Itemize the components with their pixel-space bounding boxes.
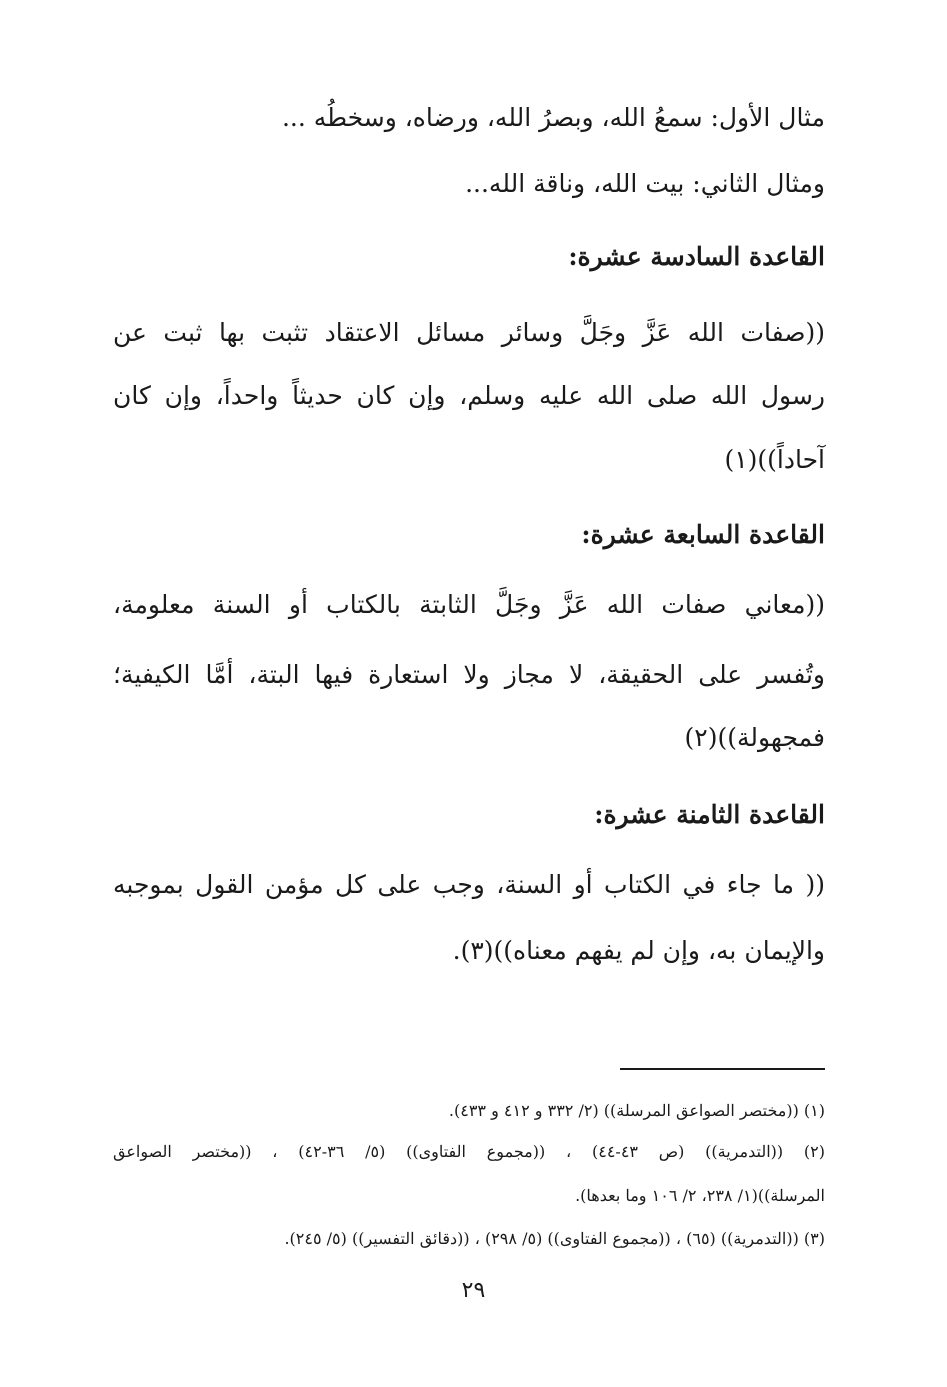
rule-18-heading: القاعدة الثامنة عشرة: bbox=[594, 800, 825, 829]
footnote-2-line-2: المرسلة))(١/ ٢٣٨، ٢/ ١٠٦ وما بعدها). bbox=[575, 1186, 825, 1205]
footnote-3: (٣) ((التدمرية)) (٦٥) ، ((مجموع الفتاوى)) (٥/ ٢٩٨) ، ((دقائق التفسير)) (٥/ ٢٤٥). bbox=[284, 1229, 825, 1248]
rule-16-text-line-3: آحاداً))(١) bbox=[724, 445, 825, 474]
rule-16-heading: القاعدة السادسة عشرة: bbox=[568, 242, 825, 271]
rule-16-text-line-1: ((صفات الله عَزَّ وجَلَّ وسائر مسائل الاعتقاد تثبت بها ثبت عن bbox=[113, 318, 825, 347]
footnote-divider bbox=[620, 1068, 825, 1070]
rule-18-text-line-1: (( ما جاء في الكتاب أو السنة، وجب على كل مؤمن القول بموجبه bbox=[113, 870, 825, 899]
rule-17-text-line-1: ((معاني صفات الله عَزَّ وجَلَّ الثابتة بالكتاب أو السنة معلومة، bbox=[113, 590, 825, 619]
rule-18-text-line-2: والإيمان به، وإن لم يفهم معناه))(٣). bbox=[452, 936, 825, 965]
rule-17-heading: القاعدة السابعة عشرة: bbox=[581, 520, 825, 549]
footnote-2-line-1: (٢) ((التدمرية)) (ص ٤٣-٤٤) ، ((مجموع الفتاوى)) (٥/ ٣٦-٤٢) ، ((مختصر الصواعق bbox=[113, 1142, 826, 1161]
footnote-1: (١) ((مختصر الصواعق المرسلة)) (٢/ ٣٣٢ و ٤١٢ و ٤٣٣). bbox=[448, 1101, 825, 1120]
text-line-1: مثال الأول: سمعُ الله، وبصرُ الله، ورضاه، وسخطُه ... bbox=[281, 103, 825, 132]
rule-17-text-line-3: فمجهولة))(٢) bbox=[684, 723, 825, 752]
page-number: ٢٩ bbox=[461, 1278, 486, 1303]
text-line-2: ومثال الثاني: بيت الله، وناقة الله... bbox=[465, 169, 825, 198]
rule-16-text-line-2: رسول الله صلى الله عليه وسلم، وإن كان حديثاً واحداً، وإن كان bbox=[113, 381, 825, 410]
rule-17-text-line-2: وتُفسر على الحقيقة، لا مجاز ولا استعارة فيها البتة، أمَّا الكيفية؛ bbox=[113, 660, 825, 689]
